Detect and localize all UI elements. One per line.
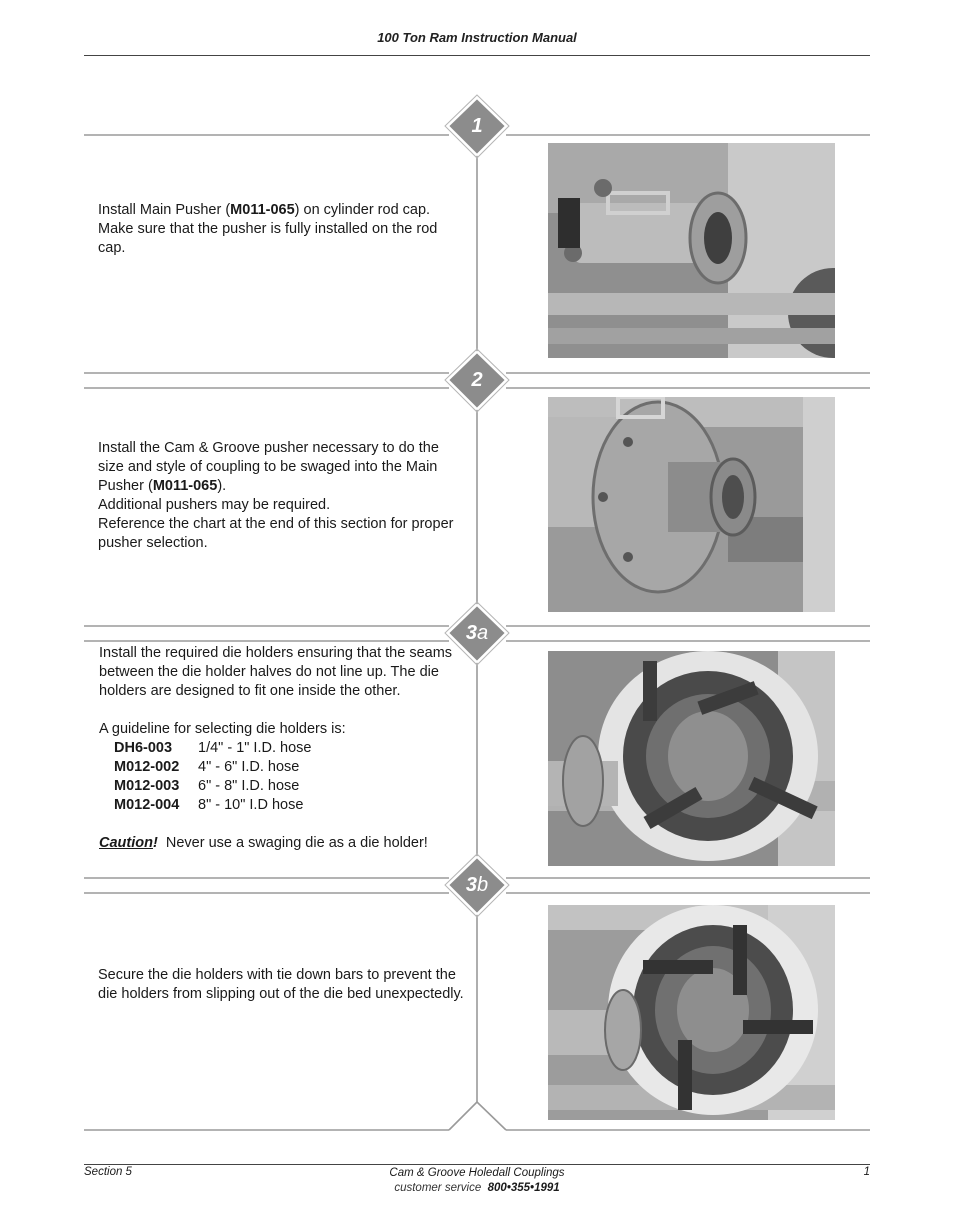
step-2-badge: 2 (471, 369, 483, 391)
die-holder-guide-row: M012-003 6" - 8" I.D. hose (114, 778, 300, 794)
cam-groove-pusher-photo (548, 397, 835, 612)
step-3a-instructions: Install the required die holders ensuring that the seams between the die holder halves do not line up. The die holders are designed to fit one inside the other. A guideline for selecting die holders is: DH6-003 1/4" - 1" I.D. hose M012-002 4" - 6" I.D. hose M012-003 6" - 8" I.D. hose M012-004 8" - 10" I.D hose Caution! Never use a swaging die as a die holder! (99, 644, 464, 853)
page-number: 1 (863, 1166, 870, 1178)
die-holder-guide-row: DH6-003 1/4" - 1" I.D. hose (114, 740, 312, 756)
manual-title: 100 Ton Ram Instruction Manual (377, 30, 577, 45)
part-number: M011-065 (230, 202, 295, 218)
caution-note: Caution! Never use a swaging die as a die holder! (99, 835, 428, 851)
die-holders-photo (548, 651, 835, 866)
step-1-instructions: Install Main Pusher (M011-065) on cylinder rod cap. Make sure that the pusher is fully installed on the rod cap. (98, 202, 438, 256)
die-holder-guide-row: M012-002 4" - 6" I.D. hose (114, 759, 300, 775)
main-pusher-photo (548, 143, 835, 358)
step-1-badge: 1 (471, 115, 483, 137)
tie-down-bars-photo (548, 905, 835, 1120)
step-3b-badge: 3b (465, 874, 489, 896)
die-holder-guide-row: M012-004 8" - 10" I.D hose (114, 797, 304, 813)
footer-title: Cam & Groove Holedall Couplings (389, 1167, 565, 1179)
footer-title-block (0, 1166, 954, 1196)
step-3a-badge: 3a (465, 622, 489, 644)
part-number: M011-065 (152, 478, 218, 494)
footer-divider (84, 1164, 870, 1165)
step-3b-instructions: Secure the die holders with tie down bars to prevent the die holders from slipping out of the die bed unexpectedly. (98, 967, 464, 1002)
customer-service-label: customer service (394, 1182, 482, 1194)
footer-section: Section 5 (84, 1166, 132, 1178)
customer-service-phone: 800•355•1991 (487, 1182, 560, 1194)
step-2-instructions: Install the Cam & Groove pusher necessary to do the size and style of coupling to be swaged into the Main Pusher (M011-065). Additional pushers may be required. Reference the chart at the end of this section for proper pusher selection. (98, 440, 454, 551)
